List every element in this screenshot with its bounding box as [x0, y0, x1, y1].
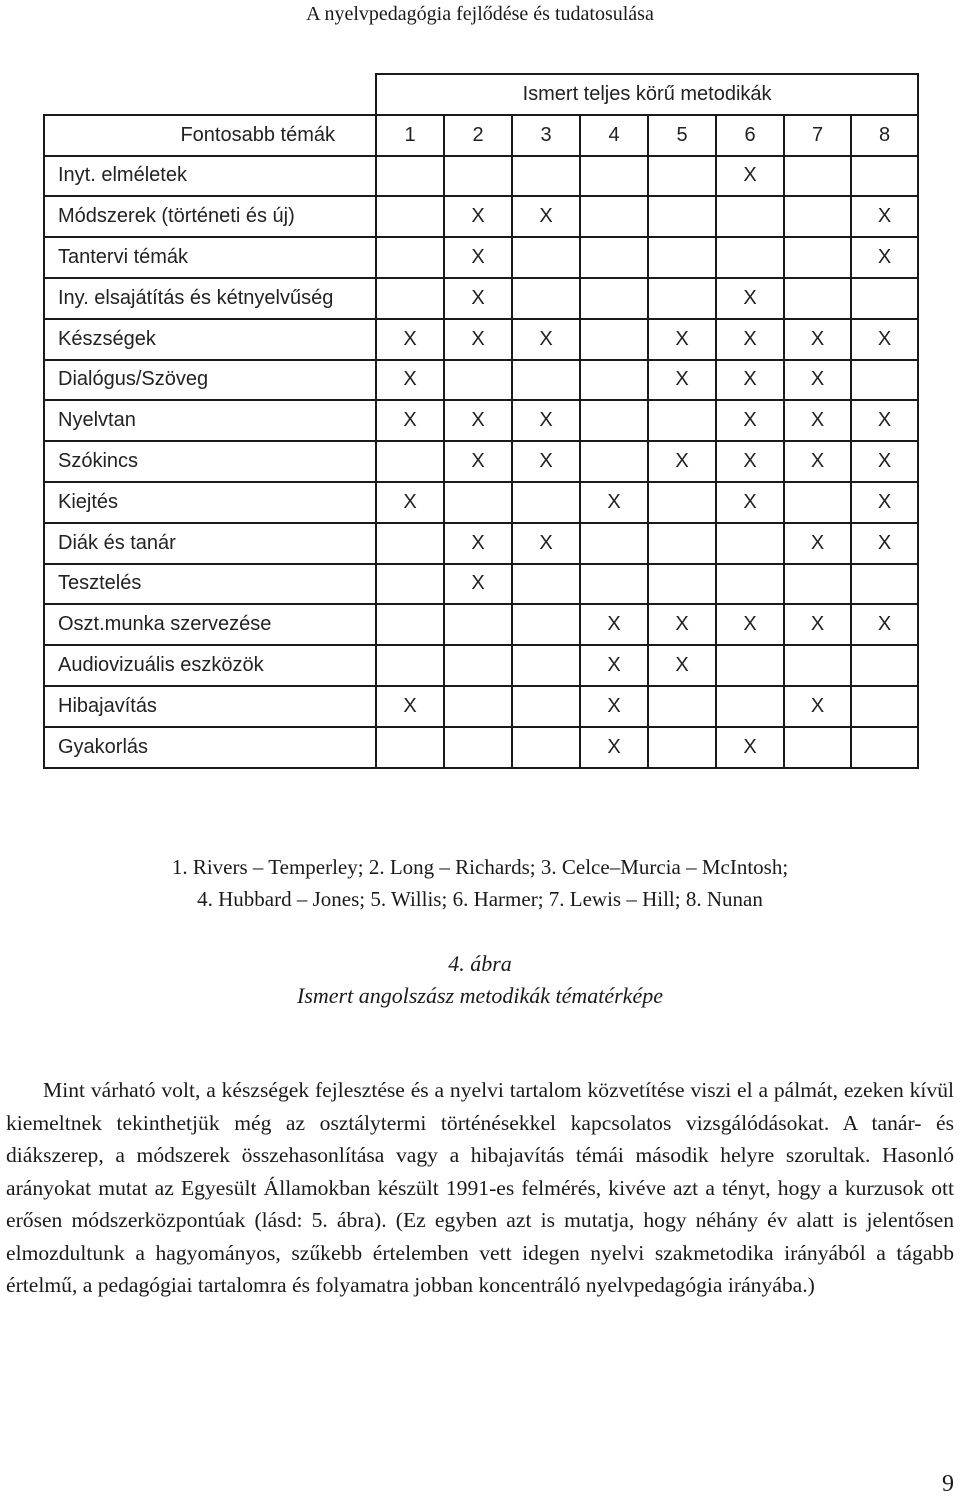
mark-cell	[512, 237, 580, 278]
mark-cell: X	[376, 400, 444, 441]
mark-cell	[444, 604, 512, 645]
table-row	[44, 237, 918, 278]
table-row	[44, 278, 918, 319]
table-row	[44, 441, 918, 482]
mark-cell: X	[851, 196, 918, 237]
mark-cell: X	[716, 156, 784, 197]
mark-cell: X	[784, 686, 851, 727]
column-header: 4	[580, 115, 648, 156]
table-column-header-row	[44, 115, 918, 156]
column-header: 2	[444, 115, 512, 156]
methodology-topic-table	[43, 73, 919, 769]
mark-cell	[784, 237, 851, 278]
mark-cell: X	[580, 645, 648, 686]
mark-cell: X	[512, 400, 580, 441]
mark-cell	[512, 645, 580, 686]
mark-cell: X	[580, 482, 648, 523]
mark-cell: X	[851, 604, 918, 645]
topic-cell: Hibajavítás	[44, 686, 376, 727]
mark-cell	[851, 686, 918, 727]
table-row	[44, 604, 918, 645]
mark-cell: X	[784, 523, 851, 564]
mark-cell	[444, 686, 512, 727]
mark-cell: X	[784, 319, 851, 360]
mark-cell: X	[716, 727, 784, 768]
mark-cell: X	[851, 400, 918, 441]
mark-cell	[851, 645, 918, 686]
column-header: 8	[851, 115, 918, 156]
mark-cell: X	[851, 319, 918, 360]
mark-cell: X	[512, 319, 580, 360]
mark-cell: X	[444, 278, 512, 319]
topic-cell: Készségek	[44, 319, 376, 360]
topic-cell: Gyakorlás	[44, 727, 376, 768]
mark-cell	[851, 156, 918, 197]
table-row	[44, 523, 918, 564]
mark-cell	[580, 441, 648, 482]
mark-cell	[376, 196, 444, 237]
mark-cell: X	[580, 727, 648, 768]
mark-cell	[648, 237, 716, 278]
topic-cell: Módszerek (történeti és új)	[44, 196, 376, 237]
mark-cell	[512, 604, 580, 645]
mark-cell: X	[512, 523, 580, 564]
table-row	[44, 196, 918, 237]
table-row	[44, 400, 918, 441]
mark-cell	[376, 237, 444, 278]
figure-title: Ismert angolszász metodikák tématérképe	[297, 983, 663, 1008]
mark-cell	[648, 523, 716, 564]
mark-cell	[648, 400, 716, 441]
mark-cell: X	[444, 196, 512, 237]
mark-cell	[444, 727, 512, 768]
mark-cell	[580, 564, 648, 605]
table-row	[44, 727, 918, 768]
column-header: 7	[784, 115, 851, 156]
mark-cell: X	[648, 604, 716, 645]
mark-cell	[580, 400, 648, 441]
mark-cell	[444, 360, 512, 401]
mark-cell: X	[851, 523, 918, 564]
mark-cell	[784, 727, 851, 768]
body-paragraph: Mint várható volt, a készségek fejlesztése és a nyelvi tartalom közvetítése viszi el a pálmát, ezeken kívül kiemeltnek tekinthetjük még az osztálytermi történésekkel kapcsolatos vizsgálódásokat. A tanár- és diákszerep, a módszerek összehasonlítása vagy a hibajavítás témái második helyre szorultak. Hasonló arányokat mutat az Egyesült Államokban készült 1991-es felmérés, kivéve azt a tényt, hogy a kurzusok ott erősen módszerközpontúak (lásd: 5. ábra). (Ez egyben azt is mutatja, hogy néhány év alatt is jelentősen elmozdultunk a hagyományos, szűkebb értelemben vett idegen nyelvi szakmetodika irányából a tágabb értelmű, a pedagógiai tartalomra és folyamatra jobban koncentráló nyelvpedagógia irányába.)	[6, 1078, 954, 1297]
mark-cell: X	[784, 400, 851, 441]
mark-cell	[376, 604, 444, 645]
mark-cell	[580, 278, 648, 319]
mark-cell: X	[784, 604, 851, 645]
topic-cell: Audiovizuális eszközök	[44, 645, 376, 686]
table-corner	[44, 74, 376, 115]
mark-cell	[580, 156, 648, 197]
mark-cell	[784, 196, 851, 237]
mark-cell: X	[648, 645, 716, 686]
mark-cell	[376, 156, 444, 197]
mark-cell	[784, 645, 851, 686]
mark-cell	[512, 360, 580, 401]
mark-cell	[376, 564, 444, 605]
mark-cell: X	[444, 319, 512, 360]
mark-cell: X	[716, 604, 784, 645]
mark-cell	[580, 237, 648, 278]
mark-cell: X	[512, 196, 580, 237]
mark-cell: X	[444, 523, 512, 564]
legend-line: 1. Rivers – Temperley; 2. Long – Richards; 3. Celce–Murcia – McIntosh;	[171, 855, 789, 879]
mark-cell	[376, 523, 444, 564]
mark-cell	[376, 645, 444, 686]
topic-cell: Kiejtés	[44, 482, 376, 523]
mark-cell	[580, 523, 648, 564]
mark-cell: X	[376, 482, 444, 523]
mark-cell: X	[716, 400, 784, 441]
topic-cell: Oszt.munka szervezése	[44, 604, 376, 645]
mark-cell	[784, 156, 851, 197]
mark-cell	[851, 564, 918, 605]
page-number: 9	[942, 1471, 954, 1497]
mark-cell: X	[851, 482, 918, 523]
column-header: 3	[512, 115, 580, 156]
topic-cell: Iny. elsajátítás és kétnyelvűség	[44, 278, 376, 319]
mark-cell: X	[648, 441, 716, 482]
mark-cell	[444, 482, 512, 523]
mark-cell	[512, 727, 580, 768]
mark-cell: X	[580, 686, 648, 727]
mark-cell	[376, 727, 444, 768]
mark-cell	[648, 196, 716, 237]
topics-column-header: Fontosabb témák	[44, 115, 376, 156]
mark-cell	[784, 278, 851, 319]
mark-cell	[512, 686, 580, 727]
mark-cell	[580, 360, 648, 401]
table-row	[44, 564, 918, 605]
running-head: A nyelvpedagógia fejlődése és tudatosulása	[306, 3, 654, 25]
topic-cell: Tesztelés	[44, 564, 376, 605]
mark-cell: X	[716, 360, 784, 401]
column-header: 6	[716, 115, 784, 156]
mark-cell	[580, 196, 648, 237]
mark-cell: X	[851, 441, 918, 482]
mark-cell: X	[716, 319, 784, 360]
mark-cell: X	[444, 441, 512, 482]
mark-cell	[784, 482, 851, 523]
mark-cell	[851, 278, 918, 319]
column-header: 5	[648, 115, 716, 156]
mark-cell	[648, 278, 716, 319]
mark-cell	[648, 482, 716, 523]
table-group-header: Ismert teljes körű metodikák	[376, 74, 918, 115]
mark-cell: X	[376, 360, 444, 401]
table-row	[44, 645, 918, 686]
table-row	[44, 360, 918, 401]
mark-cell	[716, 645, 784, 686]
mark-cell	[376, 441, 444, 482]
mark-cell: X	[444, 237, 512, 278]
table-row	[44, 319, 918, 360]
mark-cell	[851, 727, 918, 768]
topic-cell: Tantervi témák	[44, 237, 376, 278]
mark-cell	[648, 156, 716, 197]
mark-cell: X	[512, 441, 580, 482]
table-row	[44, 686, 918, 727]
mark-cell	[716, 196, 784, 237]
table-row	[44, 156, 918, 197]
mark-cell: X	[784, 360, 851, 401]
mark-cell	[716, 564, 784, 605]
mark-cell: X	[716, 482, 784, 523]
topic-cell: Inyt. elméletek	[44, 156, 376, 197]
legend-line: 4. Hubbard – Jones; 5. Willis; 6. Harmer; 7. Lewis – Hill; 8. Nunan	[197, 887, 763, 911]
mark-cell: X	[376, 686, 444, 727]
mark-cell	[512, 278, 580, 319]
table-group-header-row	[44, 74, 918, 115]
mark-cell	[851, 360, 918, 401]
mark-cell	[716, 237, 784, 278]
mark-cell: X	[716, 278, 784, 319]
topic-cell: Szókincs	[44, 441, 376, 482]
mark-cell	[648, 564, 716, 605]
mark-cell	[376, 278, 444, 319]
mark-cell	[512, 482, 580, 523]
topic-cell: Diák és tanár	[44, 523, 376, 564]
mark-cell	[444, 156, 512, 197]
mark-cell	[648, 727, 716, 768]
topic-cell: Nyelvtan	[44, 400, 376, 441]
mark-cell	[716, 523, 784, 564]
figure-number: 4. ábra	[448, 951, 512, 976]
mark-cell	[784, 564, 851, 605]
mark-cell: X	[648, 360, 716, 401]
table-row	[44, 482, 918, 523]
mark-cell: X	[580, 604, 648, 645]
mark-cell: X	[648, 319, 716, 360]
mark-cell	[512, 564, 580, 605]
mark-cell	[648, 686, 716, 727]
mark-cell: X	[444, 400, 512, 441]
topic-cell: Dialógus/Szöveg	[44, 360, 376, 401]
mark-cell: X	[376, 319, 444, 360]
mark-cell	[512, 156, 580, 197]
mark-cell	[580, 319, 648, 360]
column-header: 1	[376, 115, 444, 156]
mark-cell	[444, 645, 512, 686]
mark-cell: X	[716, 441, 784, 482]
mark-cell: X	[784, 441, 851, 482]
mark-cell	[716, 686, 784, 727]
mark-cell: X	[444, 564, 512, 605]
mark-cell: X	[851, 237, 918, 278]
